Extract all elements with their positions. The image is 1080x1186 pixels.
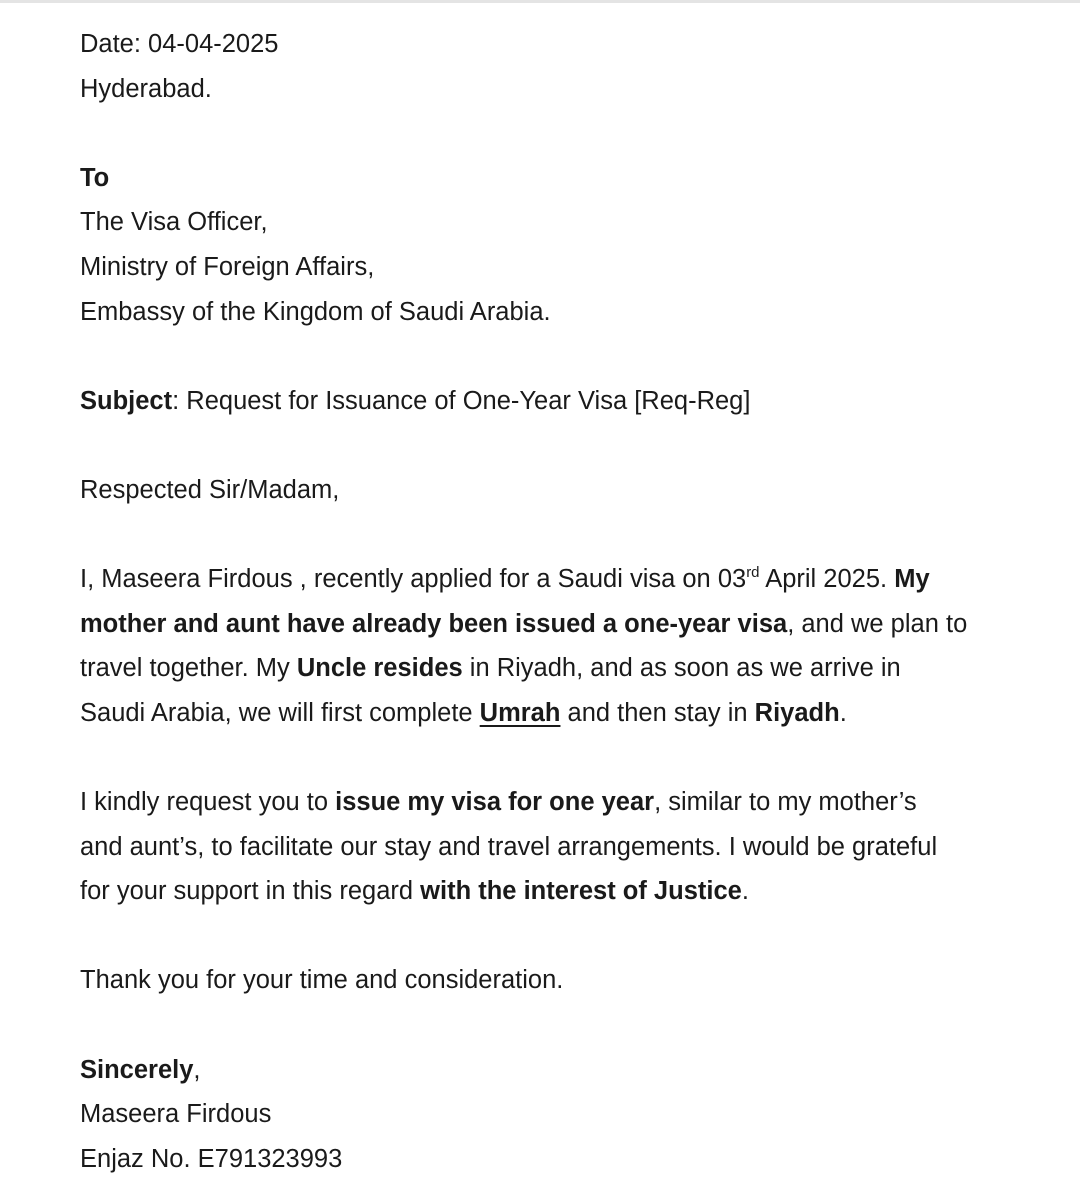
- spacer: [80, 513, 1010, 558]
- spacer: [80, 111, 1010, 156]
- spacer: [80, 334, 1010, 379]
- paragraph-1-line-4: [80, 691, 1010, 736]
- text-run: and then stay in: [560, 698, 755, 727]
- text-run: for your support in this regard: [80, 877, 421, 906]
- paragraph-2-line-1: [80, 780, 1010, 825]
- bold-run: Uncle resides: [296, 654, 463, 683]
- recipient-line-3: Embassy of the Kingdom of Saudi Arabia.: [80, 297, 551, 326]
- closing-word: Sincerely: [80, 1055, 194, 1084]
- letter-document: [80, 22, 1010, 1181]
- paragraph-1-line-1: [80, 557, 1010, 602]
- text-run: I kindly request you to: [80, 788, 336, 817]
- bold-run: My: [894, 565, 930, 594]
- text-run: , similar to my mother’s: [654, 788, 917, 817]
- letter-date: Date: 04-04-2025: [80, 30, 279, 58]
- text-run: in Riyadh, and as soon as we arrive in: [462, 654, 901, 683]
- text-run: .: [741, 877, 749, 906]
- spacer: [80, 1003, 1010, 1048]
- spacer: [80, 914, 1010, 959]
- page-top-border: [0, 0, 1080, 3]
- recipient-line-2: Ministry of Foreign Affairs,: [80, 252, 375, 281]
- paragraph-2-line-3: [80, 869, 1010, 914]
- paragraph-1-line-2: [80, 602, 1010, 647]
- underlined-bold-run: Umrah: [479, 698, 561, 727]
- paragraph-1: [80, 557, 1010, 735]
- subject-text: Request for Issuance of One-Year Visa [Req-Reg]: [179, 386, 751, 415]
- salutation: Respected Sir/Madam,: [80, 475, 340, 504]
- subject-label: Subject: [80, 386, 173, 415]
- closing-comma: ,: [193, 1055, 201, 1084]
- bold-run: issue my visa for one year: [335, 788, 655, 817]
- subject-line: [80, 379, 1010, 424]
- text-run: .: [839, 698, 847, 727]
- paragraph-2: [80, 780, 1010, 914]
- text-run: April 2025.: [759, 565, 895, 594]
- bold-run: mother and aunt have already been issued a one-year visa: [80, 609, 788, 638]
- letter-place: Hyderabad.: [80, 74, 212, 103]
- thanks-line: Thank you for your time and consideration.: [80, 966, 564, 995]
- text-run: travel together. My: [80, 654, 297, 683]
- spacer: [80, 736, 1010, 781]
- enjaz-number: Enjaz No. E791323993: [80, 1144, 343, 1173]
- paragraph-2-line-2: and aunt’s, to facilitate our stay and travel arrangements. I would be grateful: [80, 832, 938, 861]
- ordinal-suffix: rd: [746, 564, 760, 582]
- text-run: , and we plan to: [787, 609, 968, 638]
- recipient-line-1: The Visa Officer,: [80, 208, 268, 237]
- subject-separator: :: [172, 386, 180, 415]
- bold-run: Riyadh: [754, 698, 840, 727]
- text-run: Saudi Arabia, we will first complete: [80, 698, 480, 727]
- to-label: To: [80, 163, 110, 192]
- paragraph-1-line-3: [80, 646, 1010, 691]
- text-run: I, Maseera Firdous , recently applied for a Saudi visa on 03: [80, 565, 747, 594]
- spacer: [80, 423, 1010, 468]
- bold-run: with the interest of Justice: [420, 877, 742, 906]
- signature-name: Maseera Firdous: [80, 1100, 272, 1129]
- closing-line: [80, 1048, 1010, 1093]
